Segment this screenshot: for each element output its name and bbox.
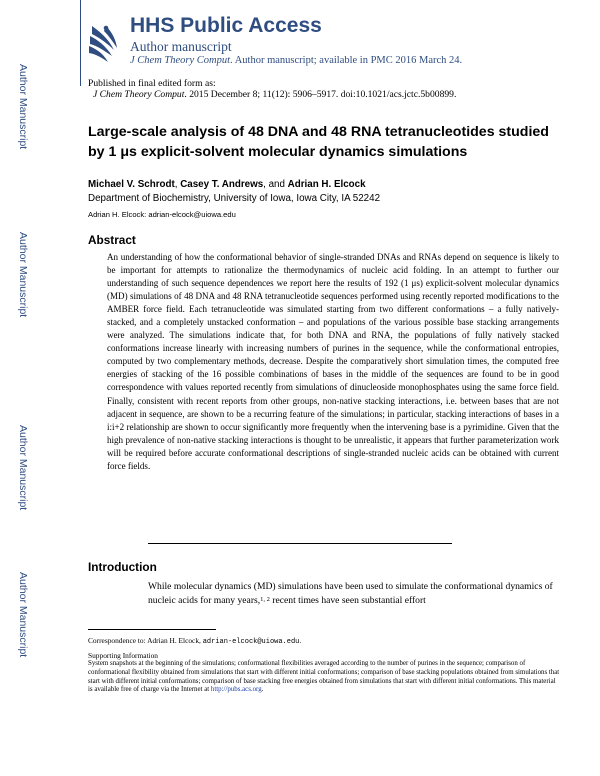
citation-details: . 2015 December 8; 11(12): 5906–5917. doi:10.1021/acs.jctc.5b00899. [184,89,457,100]
introduction-body [148,580,558,608]
citation [93,89,456,100]
sidebar-author-manuscript-1: Author Manuscript [17,64,29,150]
journal-status: . Author manuscript; available in PMC 2016 March 24. [230,55,463,66]
author-manuscript-subtitle: Author manuscript [130,39,232,54]
author-name: Michael V. Schrodt [88,179,175,190]
supporting-info-link[interactable]: http://pubs.acs.org [210,686,262,694]
author-separator: , and [263,179,288,190]
citation-journal: J Chem Theory Comput [93,89,185,100]
sidebar-author-manuscript-4: Author Manuscript [17,572,29,658]
author-separator: , [174,179,181,190]
footnote-rule [88,629,216,630]
supporting-info-heading: Supporting Information [88,651,158,660]
sidebar-author-manuscript-3: Author Manuscript [17,425,29,511]
supporting-info-end: . [261,686,264,694]
abstract-body: An understanding of how the conformational behavior of single-stranded DNAs and RNAs depend on sequence is likely to be important for attempts to rationalize the thermodynamics of nucleic acid folding. In an attempt to further our understanding of such sequence dependences we report here the results of 192 (1 μs) explicit-solvent molecular dynamics (MD) simulations of 48 DNA and 48 RNA tetranucleotide sequences performed using recently reported modifications to the AMBER force field. Each tetranucleotide was simulated starting from two different conformations – a fully natively-stacked, and a completely unstacked conformation – and populations of the various possible base stacking arrangements were analyzed. The simulations indicate that, for both DNA and RNA, the populations of fully natively stacked conformations increase linearly with increasing numbers of purines in the sequence, while the conformational entropies, computed by two complementary methods, decrease. Despite the comparatively short simulation times, the computed free energies of stacking of the 16 possible combinations of bases in the middle of the sequences are found to be in good correspondence with values reported recently from simulations of dinucleoside monophosphates using the same force field. Finally, consistent with recent reports from other groups, non-native stacking interactions, i.e. between bases that are not adjacent in sequence, are shown to be a recurring feature of the simulations; in particular, stacking interactions of bases in a i:i+2 relationship are shown to occur significantly more frequently when the intervening base is a pyrimidine. Given that the high prevalence of non-native stacking interactions is thought to be unrealistic, it appears that further parameterization work will be required before accurate conformational descriptions of single-stranded nucleic acids can be obtained with current force fields. [107,252,559,471]
intro-references[interactable]: 1, 2 [260,596,270,603]
supporting-info-text: System snapshots at the beginning of the simulations; conformational flexibilities averaged according to the number of purines in the sequence; comparison of conformational flexibility obtained from simulations that start with different initial conformations; comparison of base stacking populations obtained from simulations that start with different initial conformations; comparison of base stacking free energies obtained from simulations that start with different initial conformations. This material is available free of charge via the Internet at [88,660,560,694]
journal-status-line [130,55,462,66]
affiliation: Department of Biochemistry, University of Iowa, Iowa City, IA 52242 [88,193,381,204]
abstract-heading: Abstract [88,233,136,247]
introduction-heading: Introduction [88,560,157,574]
correspondence-email: adrian-elcock@uiowa.edu [202,638,300,646]
correspondence-label: Correspondence to: Adrian H. Elcock, [88,636,203,645]
sidebar-author-manuscript-2: Author Manuscript [17,232,29,318]
brand-title: HHS Public Access [130,14,322,37]
author-list [88,179,366,190]
intro-text: While molecular dynamics (MD) simulations have been used to simulate the conformational dynamics of nucleic acids for many years, [148,581,553,606]
contact-email: Adrian H. Elcock: adrian-elcock@uiowa.edu [88,210,236,219]
author-name: Casey T. Andrews [180,179,264,190]
correspondence-note [88,636,301,646]
header-divider [80,0,81,86]
published-label: Published in final edited form as: [88,78,216,89]
author-name: Adrian H. Elcock [287,179,366,190]
intro-text-continued: recent times have seen substantial effort [269,595,426,606]
correspondence-end: . [299,636,302,645]
abstract-separator [148,543,452,544]
hhs-eagle-logo-icon [86,22,120,69]
article-title: Large-scale analysis of 48 DNA and 48 RNA tetranucleotides studied by 1 μs explicit-solvent molecular dynamics simulations [88,124,549,160]
journal-abbrev: J Chem Theory Comput [130,55,231,66]
supporting-info-body [88,660,560,695]
